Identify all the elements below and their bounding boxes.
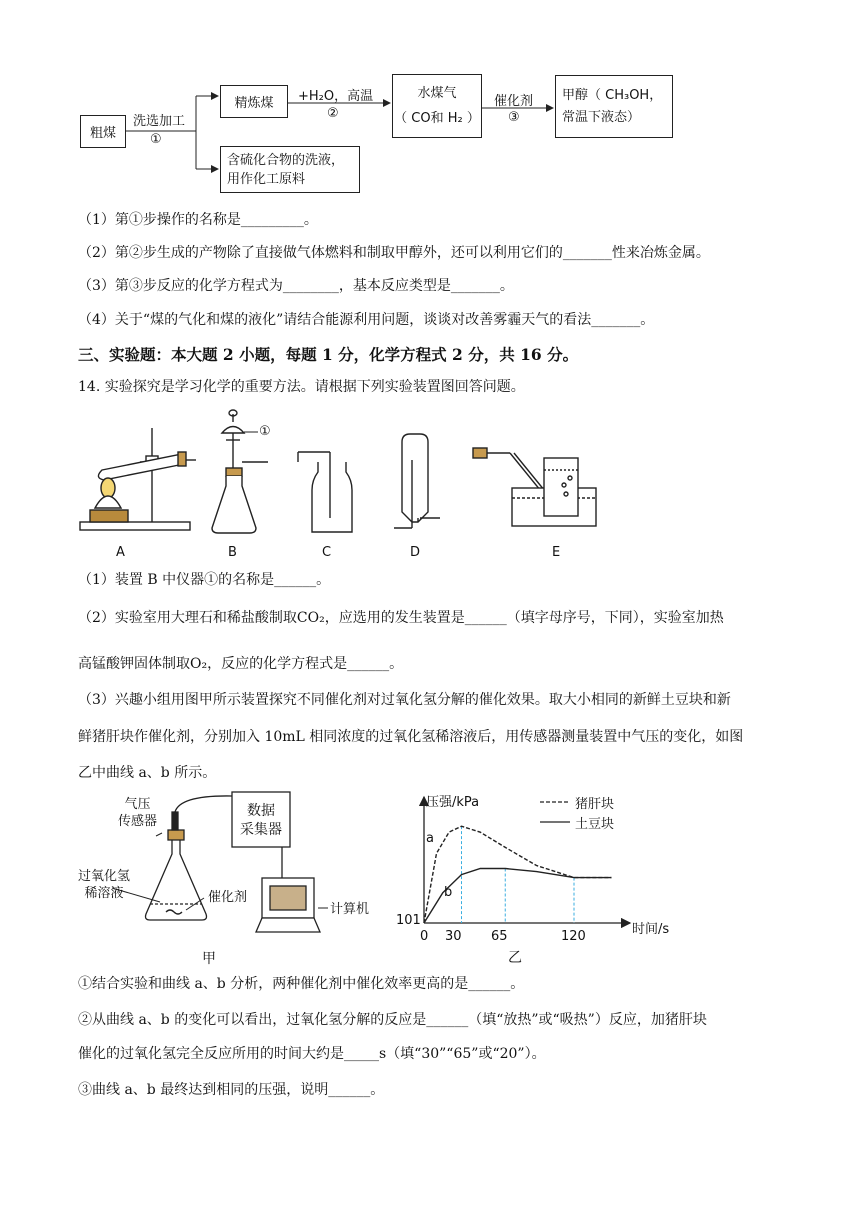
q13-2: （2）第②步生成的产物除了直接做气体燃料和制取甲醇外，还可以利用它们的_______性来冶炼金属。 <box>78 245 710 261</box>
methanol-box: 甲醇（ CH₃OH， 常温下液态） <box>555 75 673 138</box>
section-3-heading: 三、实验题：本大题 2 小题，每题 1 分，化学方程式 2 分，共 16 分。 <box>78 345 579 364</box>
figure-jia <box>0 790 400 970</box>
q14-3b: 鲜猪肝块作催化剂，分别加入 10mL 相同浓度的过氧化氢稀溶液后，用传感器测量装置中气压的变化，如图 <box>78 729 744 745</box>
legend-liver: 猪肝块 <box>575 797 615 812</box>
q14-intro: 14. 实验探究是学习化学的重要方法。请根据下列实验装置图回答问题。 <box>78 379 525 395</box>
computer-label: 计算机 <box>330 902 370 917</box>
caption-jia: 甲 <box>202 951 216 967</box>
tick-120: 120 <box>561 929 586 944</box>
q14-1: （1）装置 B 中仪器①的名称是______。 <box>78 572 331 588</box>
q14-3-3: ③曲线 a、b 最终达到相同的压强，说明______。 <box>78 1082 385 1098</box>
q14-2a: （2）实验室用大理石和稀盐酸制取CO₂，应选用的发生装置是______（填字母序号，下同），实验室加热 <box>78 610 724 626</box>
q14-3-1: ①结合实验和曲线 a、b 分析，两种催化剂中催化效率更高的是______。 <box>78 976 525 992</box>
q13-3: （3）第③步反应的化学方程式为________，基本反应类型是_______。 <box>78 278 514 294</box>
tick-65: 65 <box>491 929 508 944</box>
series-line-a <box>424 826 612 923</box>
step2-label: +H₂O，高温 <box>298 89 374 104</box>
figure-jia-drawing <box>0 790 400 970</box>
apparatus-figure <box>0 400 860 565</box>
step2-num: ② <box>327 106 339 121</box>
label-d: D <box>410 545 421 560</box>
step3-label: 催化剂 <box>494 94 534 109</box>
q13-4: （4）关于“煤的气化和煤的液化”请结合能源利用问题，谈谈对改善雾霾天气的看法_______。 <box>78 312 655 328</box>
water-gas-box: 水煤气 （ CO和 H₂ ） <box>392 74 482 138</box>
q14-3c: 乙中曲线 a、b 所示。 <box>78 765 217 781</box>
catalyst-label: 催化剂 <box>208 890 248 905</box>
curve-label-b: b <box>444 885 453 900</box>
apparatus-a <box>80 428 196 530</box>
raw-coal-box: 粗煤 <box>80 115 126 148</box>
pressure-chart <box>390 785 690 965</box>
refined-coal-box: 精炼煤 <box>220 85 288 118</box>
apparatus-d <box>394 434 440 528</box>
tick-30: 30 <box>445 929 462 944</box>
step1-num: ① <box>150 132 162 147</box>
sensor-label: 气压 传感器 <box>118 797 158 829</box>
caption-yi: 乙 <box>508 950 522 966</box>
chart-xlabel: 时间/s <box>632 922 670 937</box>
wash-liquid-box: 含硫化合物的洗液， 用作化工原料 <box>220 146 360 193</box>
label-b: B <box>228 545 237 560</box>
curve-label-a: a <box>426 831 434 846</box>
apparatus-e <box>473 448 596 526</box>
label-a: A <box>116 545 125 560</box>
apparatus-drawing <box>0 400 860 565</box>
chart-y-start: 101 <box>396 913 421 928</box>
chart-ylabel: 压强/kPa <box>426 795 480 810</box>
label-e: E <box>552 545 561 560</box>
legend-potato: 土豆块 <box>575 817 615 832</box>
step1-label: 洗选加工 <box>133 114 186 129</box>
q14-2b: 高锰酸钾固体制取O₂，反应的化学方程式是______。 <box>78 656 404 672</box>
q14-3-2b: 催化的过氧化氢完全反应所用的时间大约是_____s（填“30”“65”或“20”）。 <box>78 1046 546 1062</box>
q14-3-2a: ②从曲线 a、b 的变化可以看出，过氧化氢分解的反应是______（填“放热”或“吸热”）反应，加猪肝块 <box>78 1012 707 1028</box>
q13-1: （1）第①步操作的名称是_________。 <box>78 212 318 228</box>
q14-3a: （3）兴趣小组用图甲所示装置探究不同催化剂对过氧化氢分解的催化效果。取大小相同的新鲜土豆块和新 <box>78 692 731 708</box>
apparatus-c <box>298 452 352 532</box>
solution-label: 过氧化氢 稀溶液 <box>78 869 131 901</box>
step3-num: ③ <box>508 110 520 125</box>
figure-yi <box>390 785 690 965</box>
label-c: C <box>322 545 332 560</box>
funnel-marker: ① <box>259 424 271 439</box>
tick-0: 0 <box>420 929 429 944</box>
flow-diagram <box>0 0 860 200</box>
collector-label: 数据 采集器 <box>240 803 282 838</box>
